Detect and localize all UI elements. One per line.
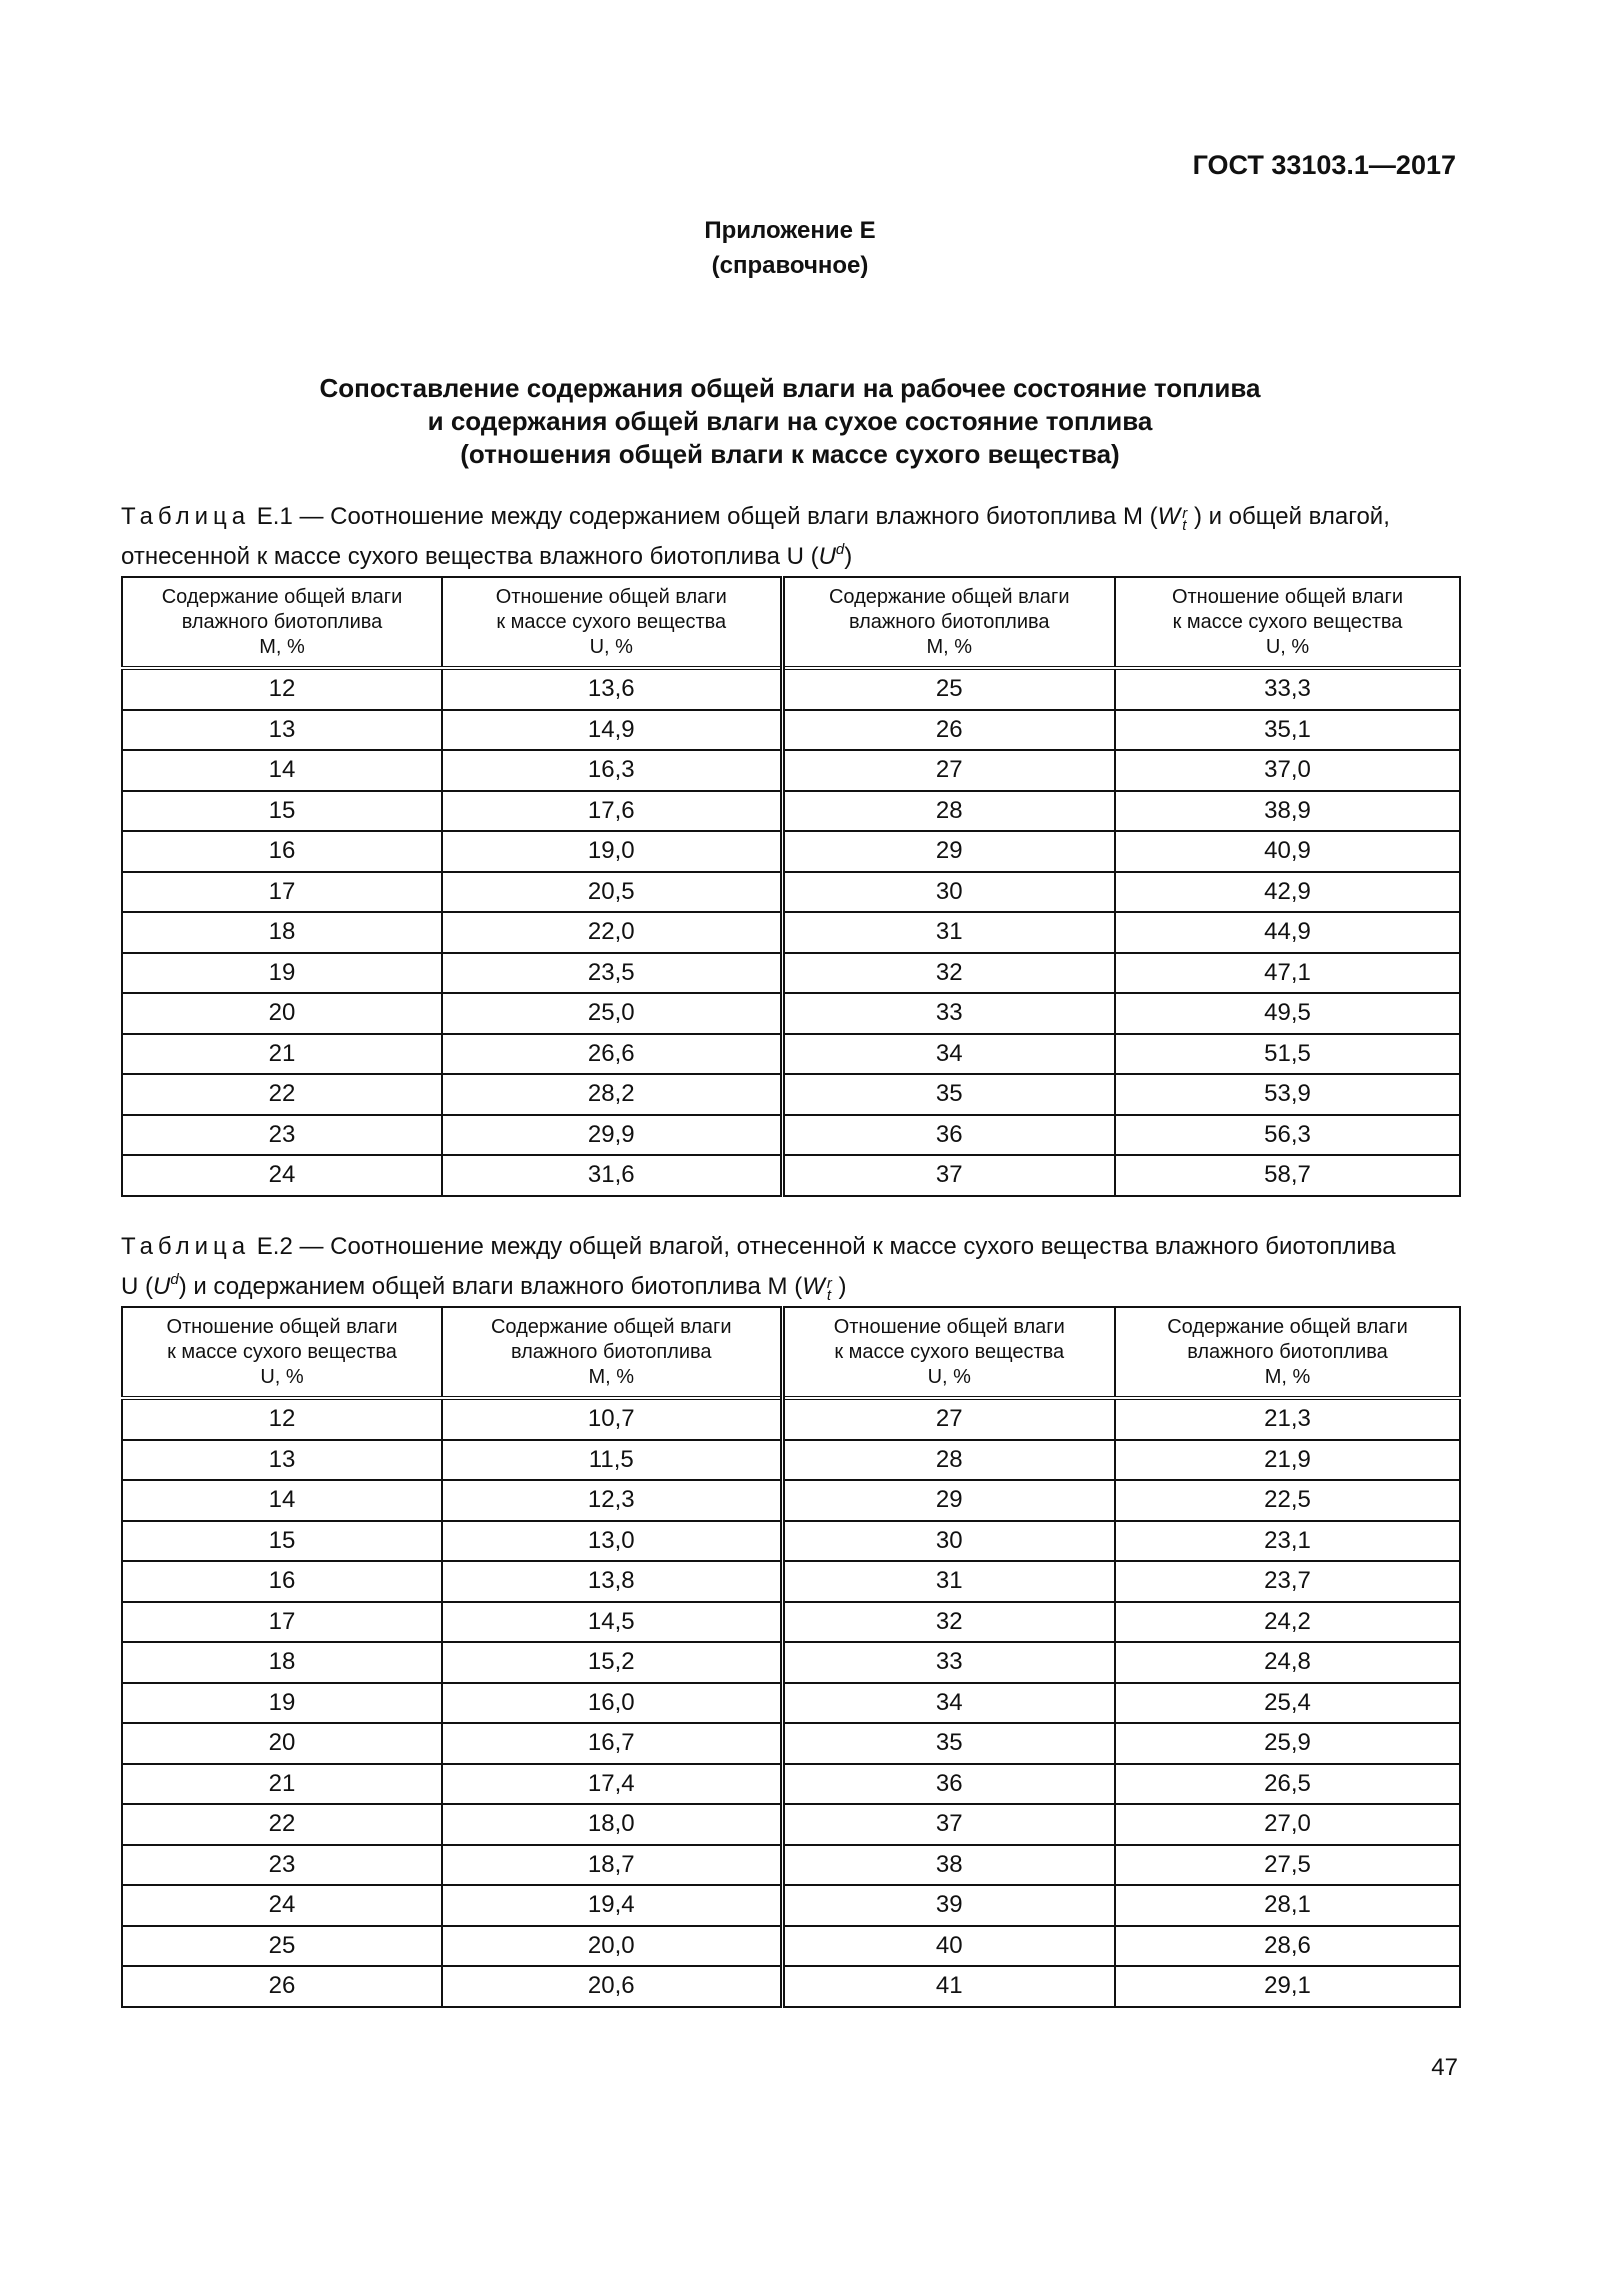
table-header-row <box>122 577 1460 668</box>
table-cell: 23 <box>122 1115 442 1156</box>
caption-text: ) <box>838 1273 847 1300</box>
table-cell: 23,7 <box>1115 1561 1460 1602</box>
table-cell: 28,2 <box>442 1074 782 1115</box>
table-cell: 19,4 <box>442 1885 782 1926</box>
table-cell: 49,5 <box>1115 993 1460 1034</box>
table-cell: 17,4 <box>442 1764 782 1805</box>
table-cell: 13,8 <box>442 1561 782 1602</box>
caption-sup: r <box>826 1275 832 1292</box>
column-header-line: к массе сухого вещества <box>1172 610 1403 633</box>
table-cell: 25,9 <box>1115 1723 1460 1764</box>
table-cell: 26 <box>782 710 1115 751</box>
column-header-line: Отношение общей влаги <box>1171 585 1404 608</box>
caption-sup: d <box>835 541 845 558</box>
table-cell: 35,1 <box>1115 710 1460 751</box>
table-cell: 27 <box>782 1398 1115 1440</box>
table-cell: 15 <box>122 1521 442 1562</box>
table-row <box>122 710 1460 751</box>
caption-sub: t <box>826 1287 832 1304</box>
table-cell: 31 <box>782 912 1115 953</box>
table-row <box>122 1723 1460 1764</box>
table-cell: 37 <box>782 1804 1115 1845</box>
table-cell: 21,3 <box>1115 1398 1460 1440</box>
caption-subsup <box>1182 505 1188 534</box>
table-cell: 38,9 <box>1115 791 1460 832</box>
table-row <box>122 791 1460 832</box>
table-cell: 22,0 <box>442 912 782 953</box>
table-row <box>122 1885 1460 1926</box>
table-cell: 19 <box>122 1683 442 1724</box>
table-cell: 19,0 <box>442 831 782 872</box>
appendix-title: Приложение Е <box>704 217 876 244</box>
table-cell: 39 <box>782 1885 1115 1926</box>
table-header-row <box>122 1307 1460 1398</box>
column-header-line: U, % <box>589 635 633 658</box>
table-cell: 22,5 <box>1115 1480 1460 1521</box>
table-cell: 35 <box>782 1074 1115 1115</box>
caption-sub: t <box>1182 517 1187 534</box>
table-cell: 35 <box>782 1723 1115 1764</box>
caption-symbol: U <box>153 1273 171 1300</box>
table-cell: 18 <box>122 912 442 953</box>
table-cell: 56,3 <box>1115 1115 1460 1156</box>
caption-text: отнесенной к массе сухого вещества влажного биотоплива U ( <box>121 543 819 570</box>
table-cell: 25,4 <box>1115 1683 1460 1724</box>
table-cell: 32 <box>782 953 1115 994</box>
table-cell: 15 <box>122 791 442 832</box>
table-cell: 34 <box>782 1683 1115 1724</box>
table-cell: 20,6 <box>442 1966 782 2007</box>
table-cell: 23,5 <box>442 953 782 994</box>
table-cell: 26,6 <box>442 1034 782 1075</box>
caption-sup: d <box>170 1271 179 1288</box>
column-header <box>1115 577 1460 668</box>
table-row <box>122 1521 1460 1562</box>
column-header-line: U, % <box>927 1365 971 1388</box>
table-cell: 16 <box>122 831 442 872</box>
table-cell: 31 <box>782 1561 1115 1602</box>
table-cell: 51,5 <box>1115 1034 1460 1075</box>
table-cell: 16 <box>122 1561 442 1602</box>
table-cell: 19 <box>122 953 442 994</box>
table-cell: 23,1 <box>1115 1521 1460 1562</box>
column-header <box>442 577 782 668</box>
table-cell: 13,6 <box>442 668 782 710</box>
table-cell: 14 <box>122 1480 442 1521</box>
table-cell: 10,7 <box>442 1398 782 1440</box>
table-cell: 53,9 <box>1115 1074 1460 1115</box>
caption-symbol: W <box>1157 503 1181 530</box>
table-row <box>122 750 1460 791</box>
table-row <box>122 1926 1460 1967</box>
column-header-line: U, % <box>1265 635 1310 658</box>
table-cell: 24,2 <box>1115 1602 1460 1643</box>
table-cell: 33 <box>782 993 1115 1034</box>
table-cell: 21 <box>122 1034 442 1075</box>
page-number: 47 <box>1431 2054 1458 2081</box>
table-cell: 17 <box>122 1602 442 1643</box>
caption-text: U ( <box>121 1273 153 1300</box>
table-cell: 28 <box>782 791 1115 832</box>
table-cell: 41 <box>782 1966 1115 2007</box>
caption-text: Е.2 — Соотношение между общей влагой, отнесенной к массе сухого вещества влажного биотоплива <box>256 1233 1396 1260</box>
table-cell: 20 <box>122 993 442 1034</box>
table-cell: 25 <box>122 1926 442 1967</box>
table-cell: 20,5 <box>442 872 782 913</box>
table-e1 <box>121 576 1461 1197</box>
table1-caption <box>121 500 1461 573</box>
table-label: Таблица <box>121 1233 251 1260</box>
table-cell: 37 <box>782 1155 1115 1196</box>
table-label: Таблица <box>121 503 251 530</box>
table-cell: 29 <box>782 1480 1115 1521</box>
table-cell: 20,0 <box>442 1926 782 1967</box>
table-e2 <box>121 1306 1461 2008</box>
table-cell: 24,8 <box>1115 1642 1460 1683</box>
table-row <box>122 1480 1460 1521</box>
column-header-line: влажного биотоплива <box>181 610 383 633</box>
section-title-line: Сопоставление содержания общей влаги на рабочее состояние топлива <box>319 373 1261 403</box>
table-cell: 28,1 <box>1115 1885 1460 1926</box>
table-cell: 15,2 <box>442 1642 782 1683</box>
column-header-line: к массе сухого вещества <box>834 1340 1065 1363</box>
table-cell: 37,0 <box>1115 750 1460 791</box>
table-cell: 13 <box>122 1440 442 1481</box>
table-row <box>122 1966 1460 2007</box>
table-cell: 24 <box>122 1155 442 1196</box>
table-cell: 30 <box>782 872 1115 913</box>
table-cell: 33,3 <box>1115 668 1460 710</box>
table-cell: 34 <box>782 1034 1115 1075</box>
table-cell: 28,6 <box>1115 1926 1460 1967</box>
table-cell: 12 <box>122 668 442 710</box>
table-cell: 12,3 <box>442 1480 782 1521</box>
table-cell: 18,7 <box>442 1845 782 1886</box>
table-cell: 13,0 <box>442 1521 782 1562</box>
table-row <box>122 1764 1460 1805</box>
table-cell: 38 <box>782 1845 1115 1886</box>
table-cell: 32 <box>782 1602 1115 1643</box>
table-row <box>122 1398 1460 1440</box>
table-cell: 27,5 <box>1115 1845 1460 1886</box>
table-cell: 16,0 <box>442 1683 782 1724</box>
table-cell: 17,6 <box>442 791 782 832</box>
appendix-note: (справочное) <box>711 252 869 279</box>
table-cell: 27 <box>782 750 1115 791</box>
table-cell: 21 <box>122 1764 442 1805</box>
section-title <box>0 372 1580 471</box>
column-header-line: М, % <box>926 635 973 658</box>
section-title-line: и содержания общей влаги на сухое состояние топлива <box>427 406 1153 436</box>
section-title-line: (отношения общей влаги к массе сухого вещества) <box>460 439 1120 469</box>
column-header-line: к массе сухого вещества <box>496 610 727 633</box>
column-header-line: U, % <box>260 1365 304 1388</box>
table-row <box>122 1642 1460 1683</box>
table-cell: 18 <box>122 1642 442 1683</box>
column-header <box>782 577 1115 668</box>
table-cell: 14,9 <box>442 710 782 751</box>
table-cell: 42,9 <box>1115 872 1460 913</box>
table-cell: 40 <box>782 1926 1115 1967</box>
column-header-line: Содержание общей влаги <box>828 585 1070 608</box>
table-cell: 36 <box>782 1115 1115 1156</box>
appendix-heading <box>0 213 1580 283</box>
column-header-line: Отношение общей влаги <box>495 585 727 608</box>
column-header-line: Отношение общей влаги <box>833 1315 1065 1338</box>
column-header-line: Содержание общей влаги <box>1167 1315 1408 1338</box>
table-cell: 23 <box>122 1845 442 1886</box>
table-cell: 29 <box>782 831 1115 872</box>
table-cell: 11,5 <box>442 1440 782 1481</box>
caption-symbol: U <box>818 543 836 570</box>
caption-text: Е.1 — Соотношение между содержанием общей влаги влажного биотоплива М ( <box>256 503 1158 530</box>
caption-text: ) <box>844 543 853 570</box>
table-row <box>122 1440 1460 1481</box>
column-header <box>782 1307 1115 1398</box>
table-cell: 12 <box>122 1398 442 1440</box>
caption-symbol: W <box>802 1273 825 1300</box>
table-row <box>122 1155 1460 1196</box>
table-cell: 40,9 <box>1115 831 1460 872</box>
table-cell: 14 <box>122 750 442 791</box>
table-row <box>122 1074 1460 1115</box>
table-row <box>122 1034 1460 1075</box>
column-header <box>122 577 442 668</box>
table-cell: 27,0 <box>1115 1804 1460 1845</box>
column-header-line: Содержание общей влаги <box>161 585 403 608</box>
table-row <box>122 993 1460 1034</box>
table-cell: 18,0 <box>442 1804 782 1845</box>
table-cell: 44,9 <box>1115 912 1460 953</box>
table-row <box>122 912 1460 953</box>
table-row <box>122 953 1460 994</box>
table-cell: 24 <box>122 1885 442 1926</box>
column-header-line: влажного биотоплива <box>510 1340 712 1363</box>
table-cell: 16,7 <box>442 1723 782 1764</box>
column-header-line: к массе сухого вещества <box>167 1340 397 1363</box>
table-cell: 28 <box>782 1440 1115 1481</box>
caption-text: ) и содержанием общей влаги влажного биотоплива М ( <box>178 1273 803 1300</box>
table-cell: 33 <box>782 1642 1115 1683</box>
table-cell: 14,5 <box>442 1602 782 1643</box>
standard-code: ГОСТ 33103.1—2017 <box>1192 150 1456 180</box>
table-cell: 13 <box>122 710 442 751</box>
caption-subsup <box>826 1275 832 1304</box>
table-cell: 22 <box>122 1804 442 1845</box>
table-cell: 47,1 <box>1115 953 1460 994</box>
table-row <box>122 1115 1460 1156</box>
column-header-line: влажного биотоплива <box>1187 1340 1388 1363</box>
table-cell: 58,7 <box>1115 1155 1460 1196</box>
table-cell: 20 <box>122 1723 442 1764</box>
table-cell: 17 <box>122 872 442 913</box>
column-header-line: влажного биотоплива <box>848 610 1050 633</box>
table-cell: 29,1 <box>1115 1966 1460 2007</box>
table-cell: 26,5 <box>1115 1764 1460 1805</box>
table-row <box>122 831 1460 872</box>
table-cell: 21,9 <box>1115 1440 1460 1481</box>
caption-sup: r <box>1182 505 1188 522</box>
table-row <box>122 1804 1460 1845</box>
table-cell: 31,6 <box>442 1155 782 1196</box>
table-row <box>122 1845 1460 1886</box>
column-header-line: Содержание общей влаги <box>490 1315 732 1338</box>
table2-caption <box>121 1230 1461 1303</box>
table-cell: 29,9 <box>442 1115 782 1156</box>
column-header <box>122 1307 442 1398</box>
column-header-line: М, % <box>588 1365 635 1388</box>
column-header <box>1115 1307 1460 1398</box>
column-header-line: М, % <box>259 635 305 658</box>
table-cell: 25 <box>782 668 1115 710</box>
table-cell: 22 <box>122 1074 442 1115</box>
table-row <box>122 1683 1460 1724</box>
table-row <box>122 1561 1460 1602</box>
table-row <box>122 668 1460 710</box>
column-header-line: Отношение общей влаги <box>166 1315 398 1338</box>
table-cell: 36 <box>782 1764 1115 1805</box>
table-cell: 25,0 <box>442 993 782 1034</box>
caption-text: ) и общей влагой, <box>1193 503 1390 530</box>
table-row <box>122 1602 1460 1643</box>
column-header <box>442 1307 782 1398</box>
table-cell: 16,3 <box>442 750 782 791</box>
table-cell: 26 <box>122 1966 442 2007</box>
column-header-line: М, % <box>1264 1365 1311 1388</box>
table-row <box>122 872 1460 913</box>
table-cell: 30 <box>782 1521 1115 1562</box>
